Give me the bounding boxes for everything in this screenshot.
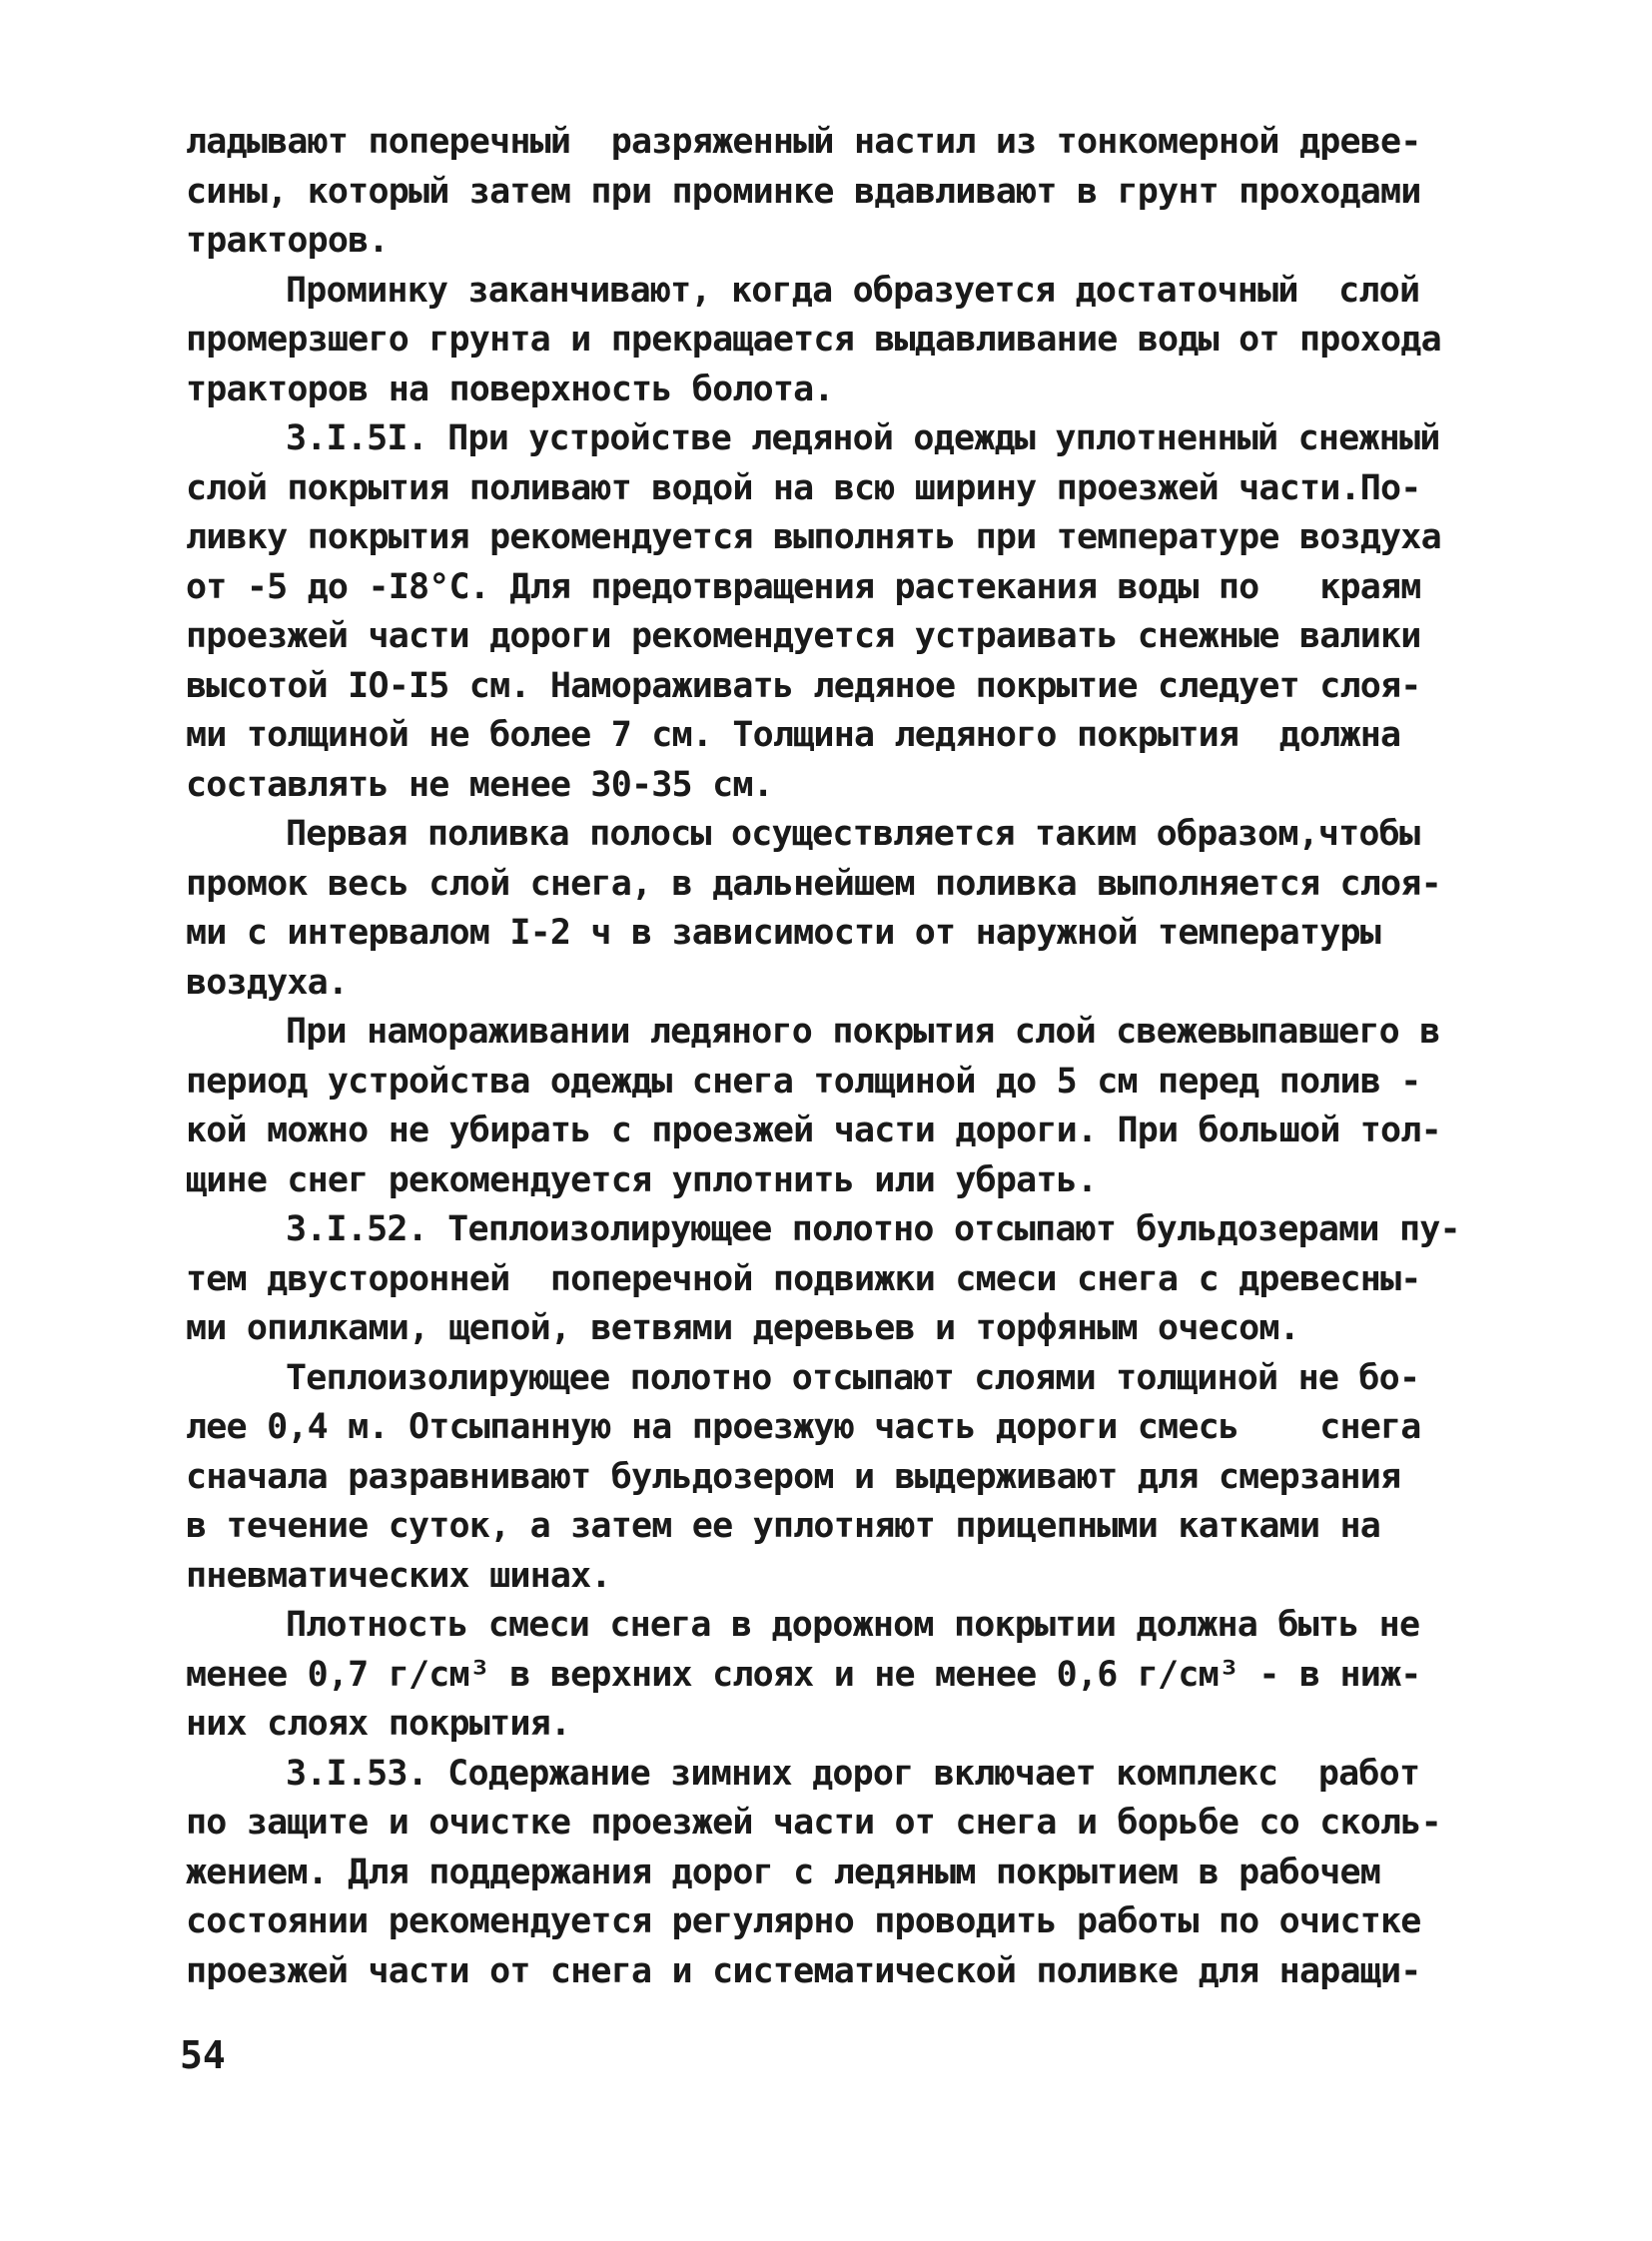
text-line: тем двусторонней поперечной подвижки смеси снега с древесны-: [186, 1258, 1421, 1299]
text-line: в течение суток, а затем ее уплотняют прицепными катками на: [186, 1506, 1381, 1546]
text-line: пневматических шинах.: [186, 1555, 611, 1596]
text-line: промок весь слой снега, в дальнейшем поливка выполняется слоя-: [186, 863, 1441, 904]
text-line: лее 0,4 м. Отсыпанную на проезжую часть дороги смесь снега: [186, 1407, 1421, 1447]
text-line: период устройства одежды снега толщиной до 5 см перед полив -: [186, 1061, 1421, 1102]
text-line: сины, который затем при проминке вдавливают в грунт проходами: [186, 171, 1421, 212]
section-3-1-53-first-line: 3.I.53. Содержание зимних дорог включает комплекс работ: [286, 1753, 1420, 1794]
paragraph-first-line: Теплоизолирующее полотно отсыпают слоями толщиной не бо-: [286, 1357, 1420, 1398]
text-line: проезжей части дороги рекомендуется устраивать снежные валики: [186, 616, 1421, 656]
paragraph-first-line: При намораживании ледяного покрытия слой свежевыпавшего в: [286, 1012, 1440, 1052]
section-3-1-51-first-line: 3.I.5I. При устройстве ледяной одежды уплотненный снежный: [286, 418, 1440, 458]
text-line: кой можно не убирать с проезжей части дороги. При большой тол-: [186, 1111, 1441, 1150]
text-line: тракторов на поверхность болота.: [186, 369, 834, 409]
text-line: ми с интервалом I-2 ч в зависимости от наружной температуры: [186, 913, 1381, 953]
text-line: ливку покрытия рекомендуется выполнять при температуре воздуха: [186, 517, 1441, 557]
paragraph-first-line: Первая поливка полосы осуществляется таким образом,чтобы: [286, 814, 1420, 854]
text-line: промерзшего грунта и прекращается выдавливание воды от прохода: [186, 320, 1441, 360]
text-line: жением. Для поддержания дорог с ледяным покрытием в рабочем: [186, 1852, 1381, 1892]
page-number: 54: [180, 2033, 226, 2077]
text-line: менее 0,7 г/см³ в верхних слоях и не менее 0,6 г/см³ - в ниж-: [186, 1654, 1421, 1695]
text-line: проезжей части от снега и систематической поливке для наращи-: [186, 1950, 1421, 1991]
text-line: тракторов.: [186, 221, 389, 261]
text-line: высотой IO-I5 см. Намораживать ледяное покрытие следует слоя-: [186, 665, 1421, 706]
paragraph-first-line: Проминку заканчивают, когда образуется достаточный слой: [286, 270, 1420, 311]
page-text: [186, 118, 1474, 1996]
paragraph-first-line: Плотность смеси снега в дорожном покрытии должна быть не: [286, 1605, 1420, 1645]
section-3-1-52-first-line: 3.I.52. Теплоизолирующее полотно отсыпают бульдозерами пу-: [286, 1209, 1460, 1249]
text-line: состоянии рекомендуется регулярно проводить работы по очистке: [186, 1901, 1421, 1941]
text-line: щине снег рекомендуется уплотнить или убрать.: [186, 1159, 1098, 1200]
text-line: ладывают поперечный разряженный настил из тонкомерной древе-: [186, 122, 1421, 162]
text-line: по защите и очистке проезжей части от снега и борьбе со сколь-: [186, 1803, 1441, 1843]
text-line: слой покрытия поливают водой на всю ширину проезжей части.По-: [186, 467, 1421, 508]
text-line: от -5 до -I8°С. Для предотвращения растекания воды по краям: [186, 566, 1421, 607]
text-line: сначала разравнивают бульдозером и выдерживают для смерзания: [186, 1456, 1401, 1497]
text-line: составлять не менее 30-35 см.: [186, 764, 773, 805]
text-line: воздуха.: [186, 962, 349, 1003]
text-line: ми опилками, щепой, ветвями деревьев и торфяным очесом.: [186, 1308, 1299, 1348]
text-line: них слоях покрытия.: [186, 1704, 571, 1744]
text-line: ми толщиной не более 7 см. Толщина ледяного покрытия должна: [186, 715, 1401, 755]
